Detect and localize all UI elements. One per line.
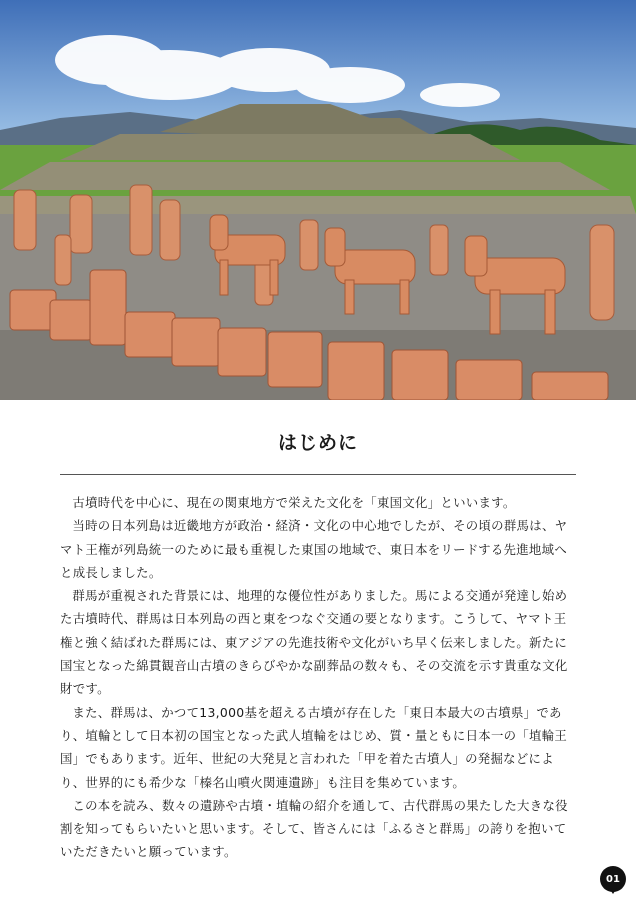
page-number-badge: 01 — [600, 866, 626, 892]
page-number — [600, 866, 628, 894]
intro-text — [60, 491, 578, 864]
paragraph: 古墳時代を中心に、現在の関東地方で栄えた文化を「東国文化」といいます。 — [72, 495, 516, 510]
paragraph: この本を読み、数々の遺跡や古墳・埴輪の紹介を通して、古代群馬の果たした大きな役割を知ってもらいたいと思います。そして、皆さんには「ふるさと群馬」の誇りを抱いていただきたいと願っています。 — [60, 797, 568, 860]
title-divider — [60, 474, 576, 475]
page-number-pointer-icon — [609, 888, 617, 894]
page-title: はじめに — [277, 432, 358, 454]
paragraph: 当時の日本列島は近畿地方が政治・経済・文化の中心地でしたが、その頃の群馬は、ヤマト王権が列島統一のために最も重視した東国の地域で、東日本をリードする先進地域へと成長しました。 — [60, 518, 568, 580]
paragraph: また、群馬は、かつて13,000基を超える古墳が存在した「東日本最大の古墳県」であり、埴輪として日本初の国宝となった武人埴輪をはじめ、質・量ともに日本一の「埴輪王国」でもあります。近年、世紀の大発見と言われた「甲を着た古墳人」の発掘などにより、世界的にも希少な「榛名山噴火関連遺跡」も注目を集めています。 — [60, 704, 568, 790]
photo-illustration — [0, 0, 636, 400]
haniwa-tumulus-photo — [0, 0, 636, 400]
paragraph: 群馬が重視された背景には、地理的な優位性がありました。馬による交通が発達し始めた古墳時代、群馬は日本列島の西と東をつなぐ交通の要となります。こうして、ヤマト王権と強く結ばれた群馬には、東アジアの先進技術や文化がいち早く伝来しました。新たに国宝となった綿貫観音山古墳のきらびやかな副葬品の数々も、その交流を示す貴重な文化財です。 — [60, 588, 568, 697]
